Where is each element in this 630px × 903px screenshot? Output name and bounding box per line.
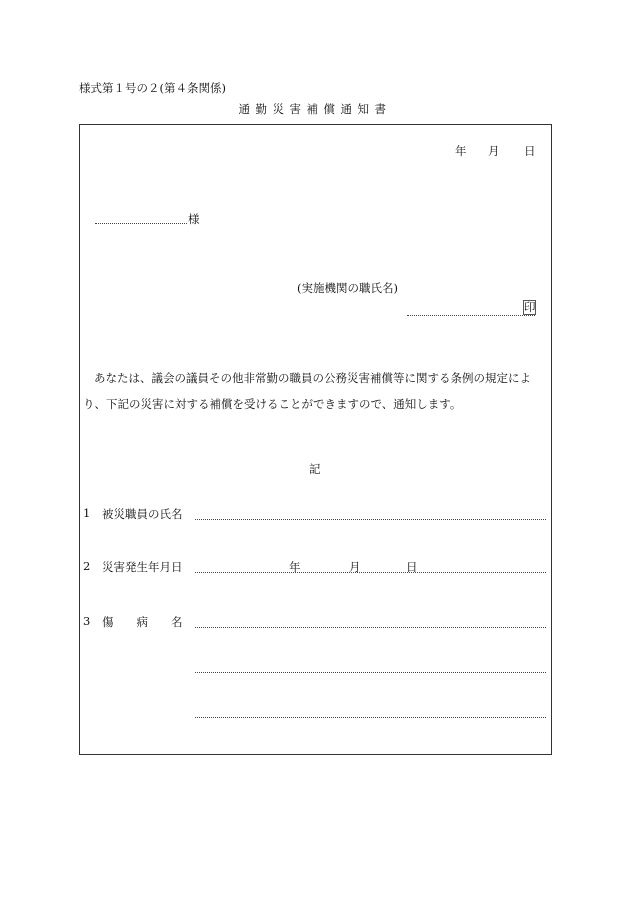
seal-mark: 印 [524,300,536,314]
form-frame [79,124,552,755]
incident-day-label: 日 [406,560,418,574]
issue-date-month-label: 月 [488,144,500,158]
item-2-label: 災害発生年月日 [102,560,183,574]
recipient-honorific: 様 [188,212,200,226]
injury-name-line-3 [195,717,546,718]
issue-date-year-label: 年 [455,144,467,158]
injury-name-line-1 [195,627,546,628]
notice-text-line-2: り、下記の災害に対する補償を受けることができますので、通知します。 [83,397,462,411]
ki-heading: 記 [309,462,321,476]
document-title: 通勤災害補償通知書 [238,102,392,116]
incident-date-line [195,572,546,573]
form-number-label: 様式第１号の２(第４条関係) [79,81,226,95]
item-1-label: 被災職員の氏名 [102,507,183,521]
injury-name-line-2 [195,672,546,673]
item-2-number: 2 [83,559,91,573]
issue-date-day-label: 日 [524,144,536,158]
victim-name-line [195,519,546,520]
issuer-title-label: (実施機関の職氏名) [297,281,398,295]
item-3-number: 3 [83,614,91,628]
recipient-name-line [95,223,187,224]
incident-year-label: 年 [289,560,301,574]
item-3-label: 傷 病 名 [102,615,183,629]
incident-month-label: 月 [349,560,361,574]
issuer-name-line [407,315,535,316]
item-1-number: 1 [83,506,91,520]
notice-text-line-1: あなたは、議会の議員その他非常勤の職員の公務災害補償等に関する条例の規定によ [94,371,531,385]
